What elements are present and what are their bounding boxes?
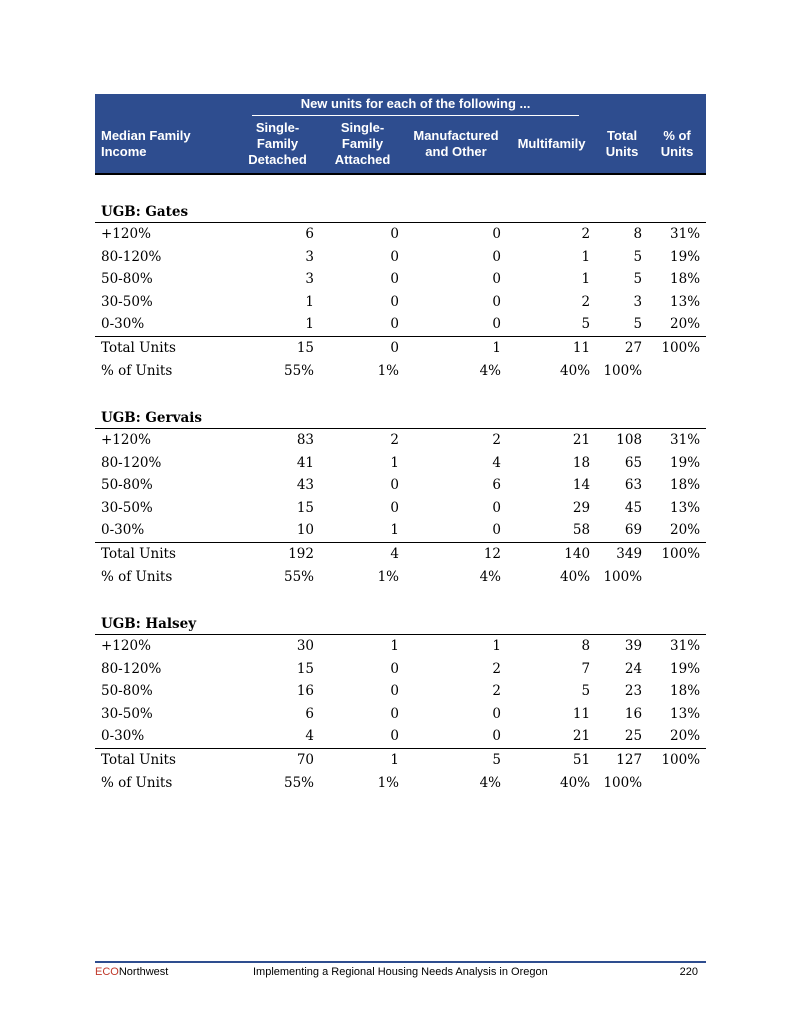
row-value: 1: [390, 638, 399, 655]
row-value: 5: [581, 683, 591, 700]
footer-page-number: 220: [679, 966, 698, 978]
row-value: 83: [296, 432, 314, 449]
percent-value: 40%: [560, 569, 591, 585]
row-label: 0-30%: [95, 725, 235, 748]
page-footer: [95, 961, 706, 978]
row-value: 1: [305, 293, 314, 310]
row-value: 0: [390, 226, 399, 243]
section-title: UGB: Halsey: [95, 609, 706, 635]
total-value: 1: [492, 339, 501, 356]
header-percent-of-units: % of Units: [648, 118, 706, 174]
table-row: [95, 246, 706, 269]
percent-of-units-row: [95, 565, 706, 589]
section-title-row: [95, 197, 706, 223]
row-value: 20%: [648, 725, 706, 748]
row-value: 2: [492, 432, 501, 449]
footer-document-title: Implementing a Regional Housing Needs Analysis in Oregon: [253, 966, 548, 978]
row-value: 19%: [670, 454, 701, 471]
row-label: 30-50%: [101, 499, 153, 516]
row-value: 24: [624, 660, 643, 677]
spacer-cell: [95, 383, 706, 403]
row-value: 13%: [670, 499, 701, 516]
table-row: [95, 635, 706, 658]
table-row: [95, 268, 706, 291]
total-value: 0: [390, 339, 399, 356]
row-value: 18%: [670, 271, 701, 288]
row-value: 29: [572, 499, 591, 516]
row-value: 16: [296, 683, 314, 700]
row-value: 1: [320, 519, 405, 542]
row-value: 3: [633, 293, 643, 310]
row-value: 58: [507, 519, 596, 542]
row-value: 31%: [670, 226, 701, 243]
percent-label: % of Units: [101, 775, 173, 791]
row-value: 6: [305, 705, 314, 722]
row-label: 30-50%: [101, 705, 153, 722]
total-units-row: [95, 748, 706, 771]
section-title: UGB: Gervais: [95, 403, 706, 429]
table-row: [95, 474, 706, 497]
row-value: 10: [235, 519, 320, 542]
row-value: 18: [572, 454, 591, 471]
percent-value: [648, 565, 706, 589]
row-value: 11: [572, 705, 591, 722]
percent-value: [648, 359, 706, 383]
row-value: 6: [305, 226, 314, 243]
row-value: 19%: [670, 660, 701, 677]
row-value: 18%: [670, 683, 701, 700]
spacer-cell: [95, 174, 706, 197]
row-value: 0: [390, 271, 399, 288]
percent-value: 4%: [479, 363, 501, 379]
table-row: [95, 680, 706, 703]
row-value: 1: [581, 248, 591, 265]
row-value: 30: [296, 638, 314, 655]
percent-label: % of Units: [101, 569, 173, 585]
footer-brand-eco: ECO: [95, 966, 119, 978]
row-value: 0: [492, 271, 501, 288]
table-row: [95, 725, 706, 748]
table-row: [95, 497, 706, 520]
row-value: 0: [390, 477, 399, 494]
percent-value: 55%: [283, 775, 314, 791]
spacer-cell: [95, 589, 706, 609]
row-value: 65: [624, 454, 643, 471]
percent-of-units-row: [95, 359, 706, 383]
percent-value: 100%: [603, 775, 643, 791]
table-row: [95, 429, 706, 452]
table-row: [95, 291, 706, 314]
row-value: 63: [624, 477, 643, 494]
total-value: 349: [616, 545, 643, 562]
row-value: 0: [492, 226, 501, 243]
row-value: 108: [616, 432, 643, 449]
row-label: +120%: [101, 432, 151, 449]
percent-value: 55%: [283, 363, 314, 379]
table-header: [95, 94, 706, 174]
row-value: 0: [390, 705, 399, 722]
percent-value: 1%: [377, 363, 399, 379]
total-value: 5: [492, 751, 501, 768]
row-value: 4: [492, 454, 501, 471]
row-value: 0: [320, 313, 405, 336]
total-value: 12: [483, 545, 501, 562]
row-value: 5: [507, 313, 596, 336]
row-label: 80-120%: [101, 248, 162, 265]
row-value: 0: [390, 683, 399, 700]
section-spacer: [95, 383, 706, 403]
row-label: 50-80%: [101, 683, 153, 700]
row-label: 50-80%: [101, 271, 153, 288]
row-value: 5: [633, 271, 643, 288]
row-value: 25: [596, 725, 648, 748]
row-value: 21: [507, 725, 596, 748]
total-label: Total Units: [101, 751, 176, 768]
row-value: 20%: [648, 313, 706, 336]
total-value: 1: [390, 751, 399, 768]
section-title-row: [95, 609, 706, 635]
row-value: 13%: [670, 293, 701, 310]
percent-label: % of Units: [101, 363, 173, 379]
percent-value: [648, 771, 706, 795]
row-label: 0-30%: [95, 519, 235, 542]
row-value: 45: [624, 499, 643, 516]
row-value: 3: [305, 248, 314, 265]
total-value: 100%: [661, 545, 701, 562]
row-value: 16: [624, 705, 643, 722]
footer-brand: [95, 966, 168, 978]
row-value: 0: [492, 705, 501, 722]
percent-value: 4%: [479, 775, 501, 791]
row-value: 8: [581, 638, 591, 655]
row-value: 3: [305, 271, 314, 288]
total-value: 100%: [661, 751, 701, 768]
row-value: 1: [235, 313, 320, 336]
row-value: 0: [492, 293, 501, 310]
header-total-units: Total Units: [596, 118, 648, 174]
percent-value: 100%: [603, 363, 643, 379]
header-single-family-attached: Single-Family Attached: [320, 118, 405, 174]
row-value: 20%: [648, 519, 706, 542]
row-label: 80-120%: [101, 660, 162, 677]
header-group-title: New units for each of the following ...: [235, 94, 596, 118]
table-row: [95, 703, 706, 726]
section-title: UGB: Gates: [95, 197, 706, 223]
row-value: 0: [320, 725, 405, 748]
row-value: 0: [390, 248, 399, 265]
row-value: 0: [405, 313, 507, 336]
row-value: 2: [581, 226, 591, 243]
section-spacer: [95, 174, 706, 197]
row-value: 1: [581, 271, 591, 288]
header-blank-right-2: [648, 94, 706, 118]
row-value: 13%: [670, 705, 701, 722]
total-label: Total Units: [101, 339, 176, 356]
header-blank-left: [95, 94, 235, 118]
total-value: 192: [288, 545, 314, 562]
row-value: 0: [405, 725, 507, 748]
percent-value: 100%: [603, 569, 643, 585]
header-blank-right-1: [596, 94, 648, 118]
row-value: 31%: [670, 638, 701, 655]
row-value: 69: [596, 519, 648, 542]
header-single-family-detached: Single-Family Detached: [235, 118, 320, 174]
table-row: [95, 223, 706, 246]
row-value: 0: [390, 293, 399, 310]
total-value: 140: [564, 545, 591, 562]
table-body: [95, 174, 706, 795]
percent-value: 40%: [560, 363, 591, 379]
row-label: 30-50%: [101, 293, 153, 310]
row-value: 0: [390, 499, 399, 516]
row-value: 43: [296, 477, 314, 494]
row-value: 39: [624, 638, 643, 655]
row-value: 18%: [670, 477, 701, 494]
total-units-row: [95, 542, 706, 565]
row-label: 80-120%: [101, 454, 162, 471]
row-value: 2: [390, 432, 399, 449]
percent-value: 55%: [283, 569, 314, 585]
header-multifamily: Multifamily: [507, 118, 596, 174]
row-label: +120%: [101, 226, 151, 243]
row-value: 1: [492, 638, 501, 655]
row-value: 7: [581, 660, 591, 677]
row-value: 15: [296, 660, 314, 677]
housing-units-table: [95, 94, 706, 795]
total-value: 70: [296, 751, 314, 768]
total-value: 15: [296, 339, 314, 356]
row-value: 31%: [670, 432, 701, 449]
header-median-family-income: Median Family Income: [95, 118, 235, 174]
total-units-row: [95, 336, 706, 359]
row-value: 2: [492, 683, 501, 700]
percent-of-units-row: [95, 771, 706, 795]
total-value: 100%: [661, 339, 701, 356]
section-spacer: [95, 589, 706, 609]
table-row: [95, 313, 706, 336]
row-value: 1: [390, 454, 399, 471]
row-value: 0: [492, 248, 501, 265]
row-value: 4: [235, 725, 320, 748]
row-value: 0: [390, 660, 399, 677]
total-value: 11: [572, 339, 591, 356]
row-value: 0: [405, 519, 507, 542]
table-row: [95, 658, 706, 681]
total-value: 51: [572, 751, 591, 768]
table-row: [95, 452, 706, 475]
row-value: 5: [596, 313, 648, 336]
row-value: 0: [492, 499, 501, 516]
row-label: 0-30%: [95, 313, 235, 336]
row-value: 2: [581, 293, 591, 310]
footer-brand-rest: Northwest: [118, 966, 169, 978]
row-value: 14: [572, 477, 591, 494]
header-manufactured-and-other: Manufactured and Other: [405, 118, 507, 174]
total-value: 27: [624, 339, 643, 356]
row-value: 19%: [670, 248, 701, 265]
total-value: 4: [390, 545, 399, 562]
row-value: 15: [296, 499, 314, 516]
percent-value: 40%: [560, 775, 591, 791]
row-value: 5: [633, 248, 643, 265]
row-value: 41: [296, 454, 314, 471]
row-value: 6: [492, 477, 501, 494]
percent-value: 1%: [377, 775, 399, 791]
percent-value: 1%: [377, 569, 399, 585]
row-label: 50-80%: [101, 477, 153, 494]
total-label: Total Units: [101, 545, 176, 562]
row-value: 21: [572, 432, 591, 449]
row-value: 2: [492, 660, 501, 677]
percent-value: 4%: [479, 569, 501, 585]
total-value: 127: [616, 751, 643, 768]
row-value: 23: [624, 683, 643, 700]
section-title-row: [95, 403, 706, 429]
row-value: 8: [633, 226, 643, 243]
table-row: [95, 519, 706, 542]
data-table: [95, 94, 706, 795]
row-label: +120%: [101, 638, 151, 655]
